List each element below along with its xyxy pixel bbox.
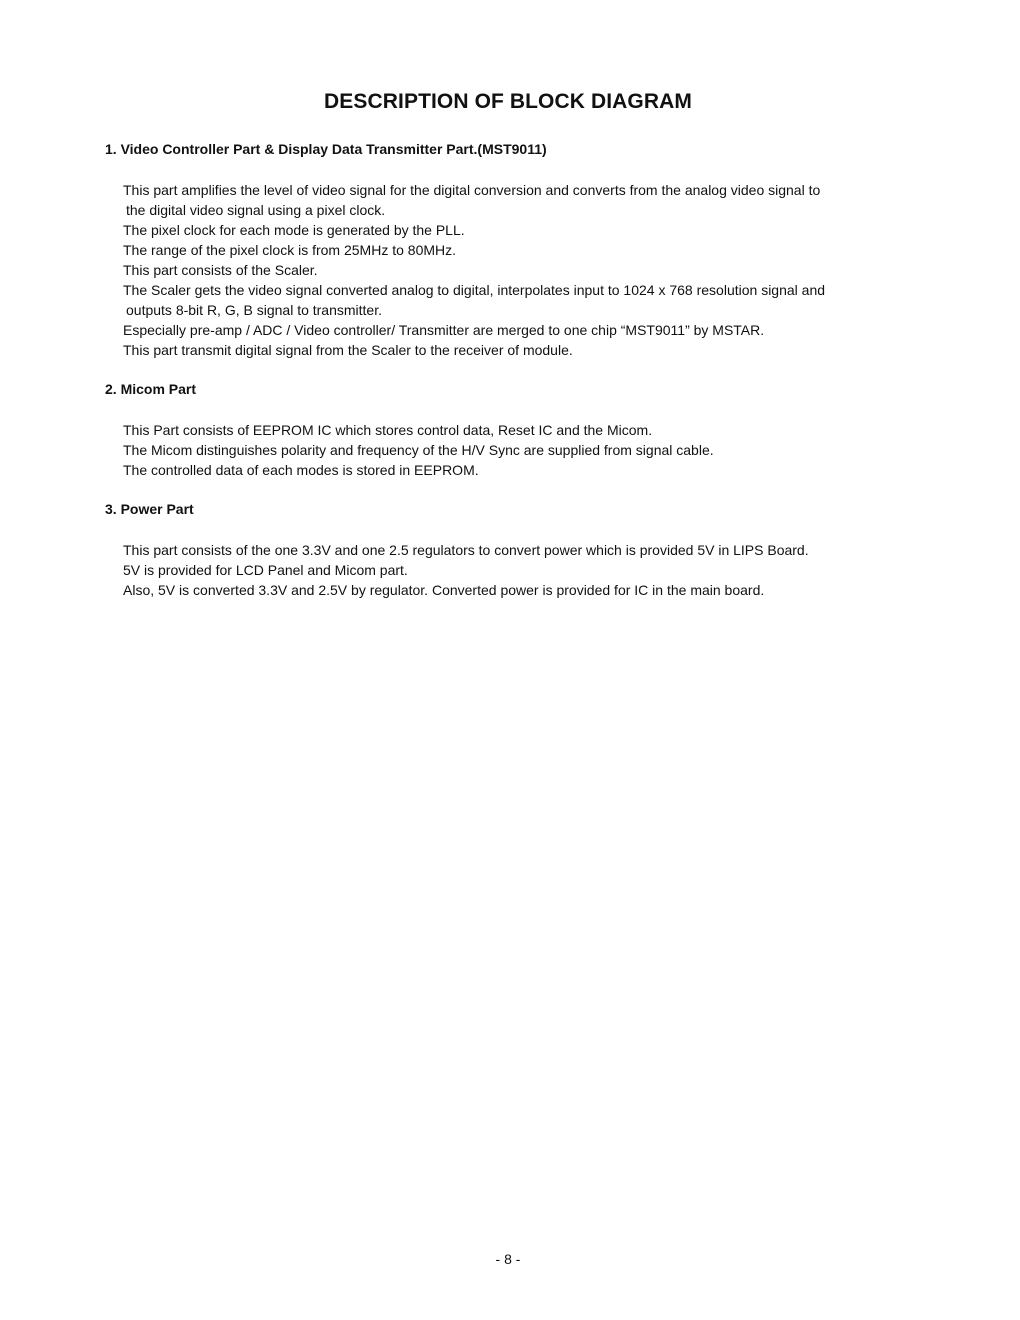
paragraph-line: 5V is provided for LCD Panel and Micom part. — [123, 562, 408, 578]
section-heading-micom: 2. Micom Part — [105, 381, 197, 397]
paragraph-line: The Micom distinguishes polarity and frequency of the H/V Sync are supplied from signal cable. — [123, 442, 714, 458]
paragraph-line: the digital video signal using a pixel clock. — [126, 202, 386, 218]
paragraph-line: This part consists of the one 3.3V and one 2.5 regulators to convert power which is provided 5V in LIPS Board. — [123, 542, 809, 558]
paragraph-line: This part transmit digital signal from the Scaler to the receiver of module. — [123, 342, 573, 358]
paragraph-line: Also, 5V is converted 3.3V and 2.5V by regulator. Converted power is provided for IC in the main board. — [123, 582, 765, 598]
paragraph-line: The pixel clock for each mode is generated by the PLL. — [123, 222, 465, 238]
paragraph-line: This Part consists of EEPROM IC which stores control data, Reset IC and the Micom. — [123, 422, 653, 438]
paragraph-line: The range of the pixel clock is from 25MHz to 80MHz. — [123, 242, 457, 258]
section-heading-power: 3. Power Part — [105, 501, 194, 517]
paragraph-line: The Scaler gets the video signal converted analog to digital, interpolates input to 1024 x 768 resolution signal and — [123, 282, 826, 298]
page-number: - 8 - — [495, 1251, 521, 1267]
page-title: DESCRIPTION OF BLOCK DIAGRAM — [324, 90, 692, 113]
paragraph-line: Especially pre-amp / ADC / Video controller/ Transmitter are merged to one chip “MST9011” by MSTAR. — [123, 322, 765, 338]
paragraph-line: The controlled data of each modes is stored in EEPROM. — [123, 462, 479, 478]
paragraph-line: outputs 8-bit R, G, B signal to transmitter. — [126, 302, 382, 318]
paragraph-line: This part consists of the Scaler. — [123, 262, 318, 278]
section-heading-video-controller: 1. Video Controller Part & Display Data Transmitter Part.(MST9011) — [105, 141, 547, 157]
paragraph-line: This part amplifies the level of video signal for the digital conversion and converts from the analog video signal to — [123, 182, 821, 198]
